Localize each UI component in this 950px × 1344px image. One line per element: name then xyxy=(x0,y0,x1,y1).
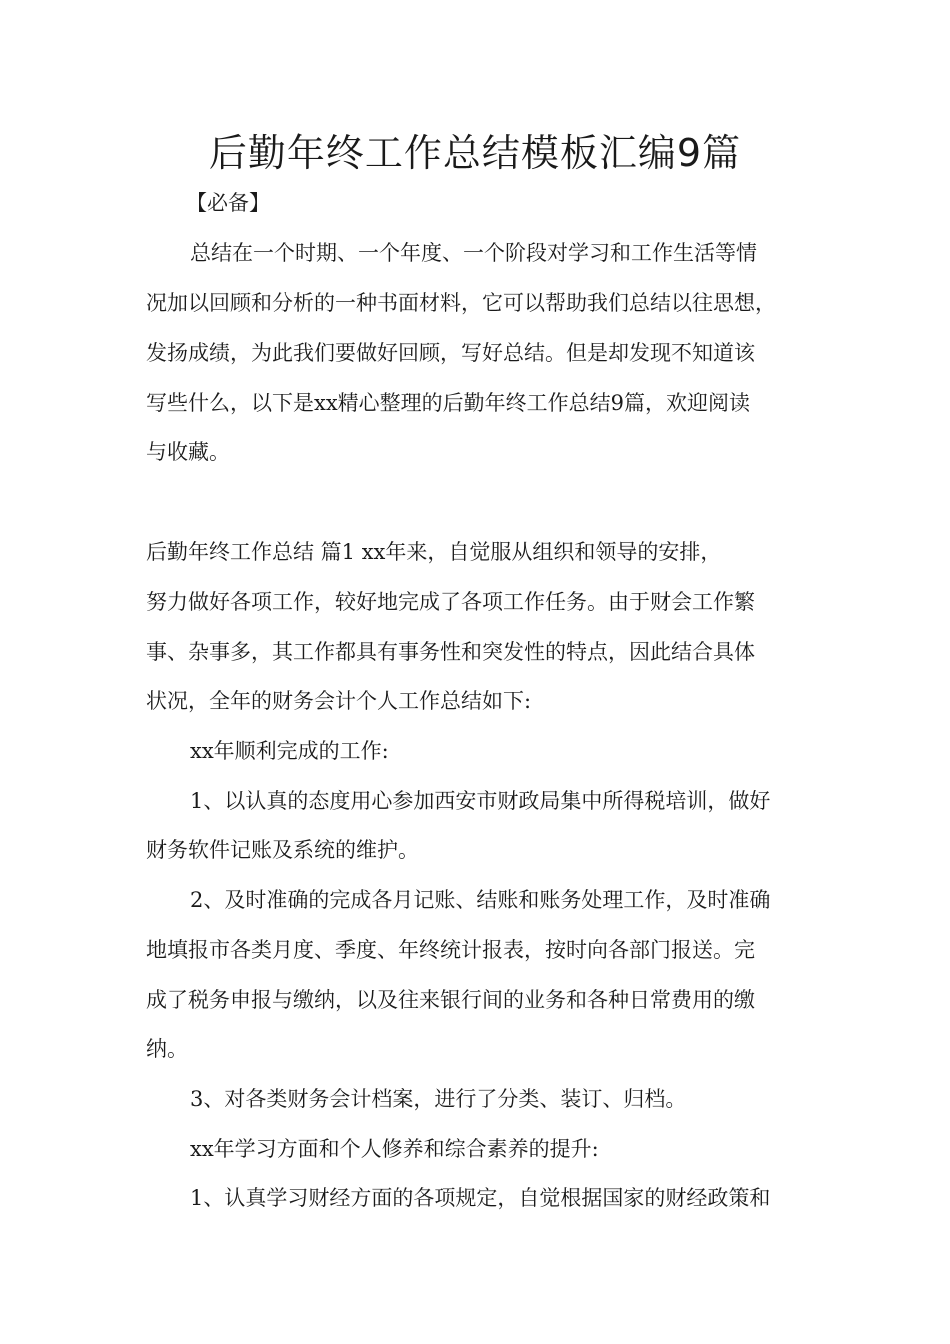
text-line: 3、对各类财务会计档案，进行了分类、装订、归档。 xyxy=(190,1087,687,1111)
document-tag: 【必备】 xyxy=(186,191,270,215)
text-line: 努力做好各项工作，较好地完成了各项工作任务。由于财会工作繁 xyxy=(146,590,755,614)
text-line: 地填报市各类月度、季度、年终统计报表，按时向各部门报送。完 xyxy=(146,938,755,962)
text-line: 2、及时准确的完成各月记账、结账和账务处理工作，及时准确 xyxy=(190,888,771,912)
text-line: 纳。 xyxy=(146,1037,188,1061)
text-line: 发扬成绩，为此我们要做好回顾，写好总结。但是却发现不知道该 xyxy=(146,341,755,365)
document-title: 后勤年终工作总结模板汇编9篇 xyxy=(208,131,742,175)
text-line: xx年学习方面和个人修养和综合素养的提升: xyxy=(190,1137,599,1161)
text-line: 事、杂事多，其工作都具有事务性和突发性的特点，因此结合具体 xyxy=(146,640,755,664)
text-line: 总结在一个时期、一个年度、一个阶段对学习和工作生活等情 xyxy=(190,241,757,265)
text-line: 状况，全年的财务会计个人工作总结如下: xyxy=(146,689,532,713)
text-line: 况加以回顾和分析的一种书面材料，它可以帮助我们总结以往思想， xyxy=(146,291,776,315)
text-line: 成了税务申报与缴纳，以及往来银行间的业务和各种日常费用的缴 xyxy=(146,988,755,1012)
text-line: 与收藏。 xyxy=(146,440,230,464)
text-line: 1、以认真的态度用心参加西安市财政局集中所得税培训，做好 xyxy=(190,789,771,813)
text-line: 写些什么，以下是xx精心整理的后勤年终工作总结9篇，欢迎阅读 xyxy=(146,391,751,415)
section-heading-line: 后勤年终工作总结 篇1 xx年来，自觉服从组织和领导的安排， xyxy=(146,540,722,564)
text-line: 1、认真学习财经方面的各项规定，自觉根据国家的财经政策和 xyxy=(190,1186,771,1210)
text-line: xx年顺利完成的工作: xyxy=(190,739,389,763)
text-line: 财务软件记账及系统的维护。 xyxy=(146,838,419,862)
